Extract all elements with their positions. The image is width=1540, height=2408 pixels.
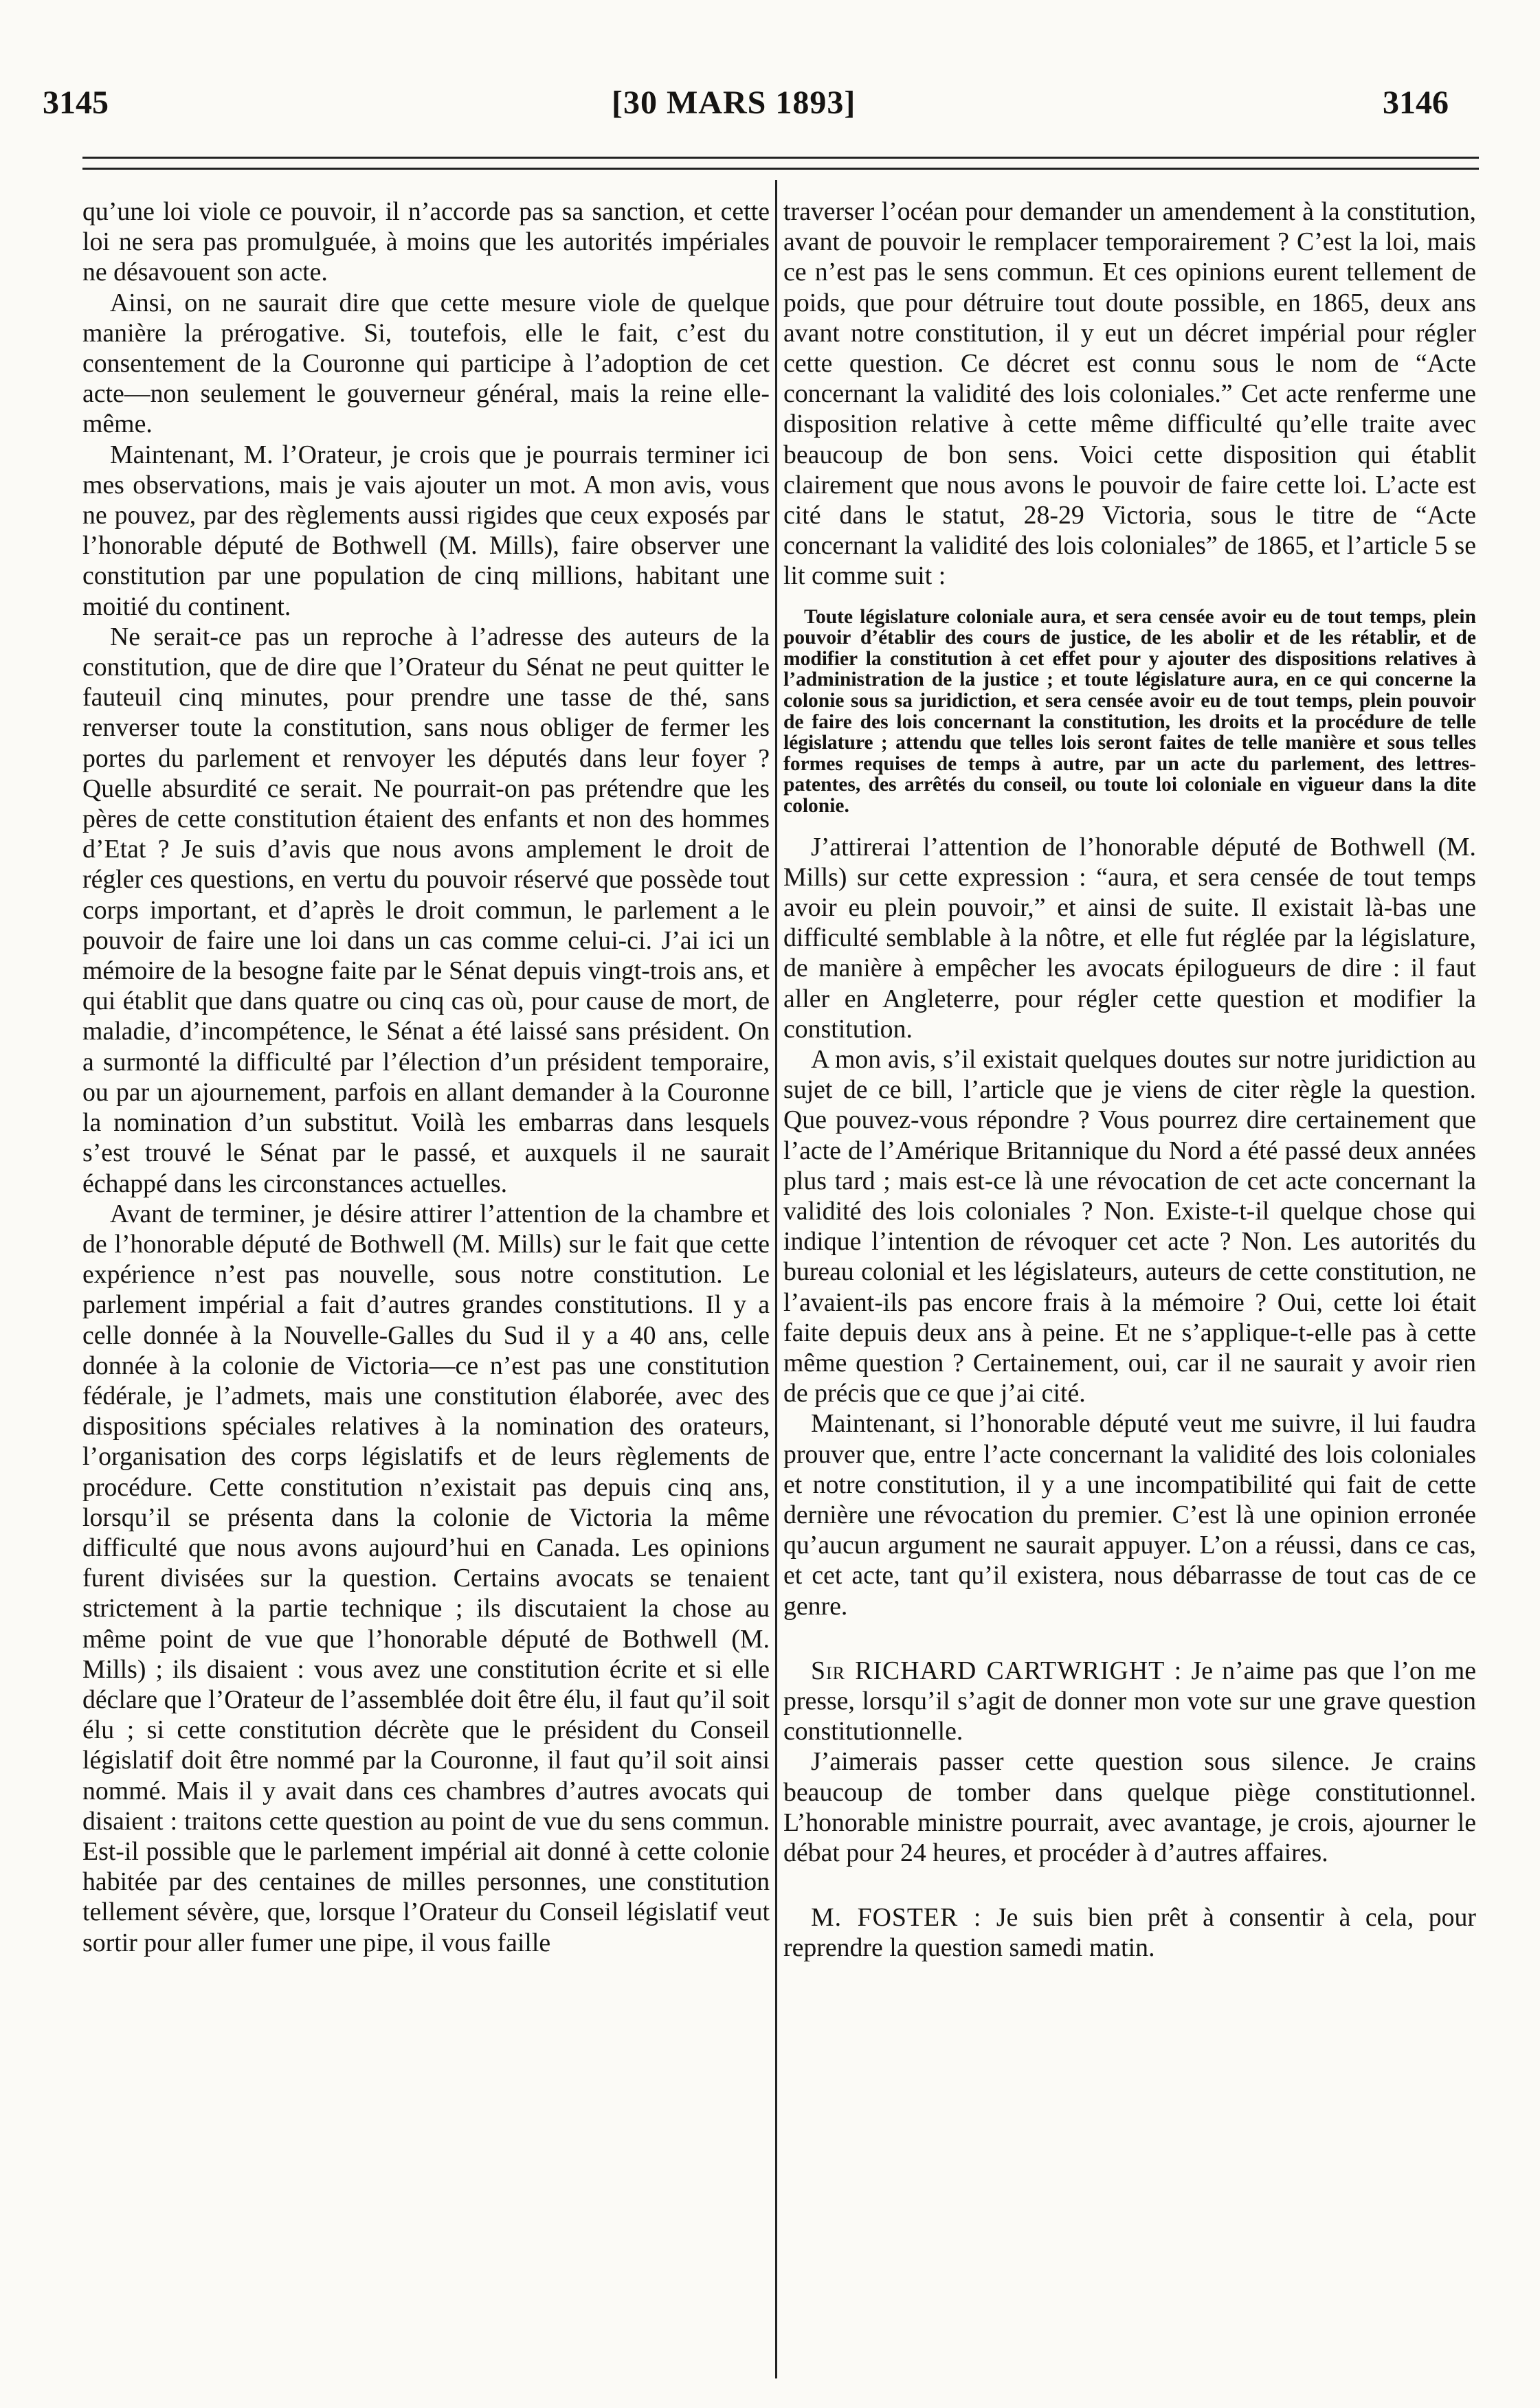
page-number-right: 3146 [1383, 85, 1449, 121]
paragraph: qu’une loi viole ce pouvoir, il n’accorde pas sa sanction, et cette loi ne sera pas promulguée, à moins que les autorités impériales ne désavouent son acte. [82, 197, 770, 287]
statute-quote: Toute législature coloniale aura, et sera censée avoir eu de tout temps, plein pouvoir d’établir des cours de justice, de les abolir et de les rétablir, et de modifier la constitution à cet effet pour y ajouter des dispositions relatives à l’administration de la justice ; et toute législature aura, en ce qui concerne la colonie sous sa juridiction, et sera censée avoir eu de tout temps, plein pouvoir de faire des lois concernant la constitution, les droits et la procédure de telle législature ; attendu que telles lois seront faites de telle manière et sous telles formes requises de temps à autre, par un acte du parlement, des lettres-patentes, des arrêtés du conseil, ou toute loi coloniale en vigueur dans la dite colonie. [783, 605, 1476, 817]
right-column [783, 196, 1476, 1963]
paragraph: traverser l’océan pour demander un amendement à la constitution, avant de pouvoir le remplacer temporairement ? C’est la loi, mais ce n’est pas le sens commun. Et ces opinions eurent tellement de poids, que pour détruire tout doute possible, en 1865, deux ans avant notre constitution, il y eut un décret impérial pour régler cette question. Ce décret est connu sous le nom de “Acte concernant la validité des lois coloniales.” Cet acte renferme une disposition relative à cette même difficulté qu’elle traite avec beaucoup de bon sens. Voici cette disposition qui établit clairement que nous avons le pouvoir de faire cette loi. L’acte est cité dans le statut, 28-29 Victoria, sous le titre de “Acte concernant la validité des lois coloniales” de 1865, et l’article 5 se lit comme suit : [783, 197, 1476, 591]
column-divider [775, 180, 777, 2378]
paragraph: Ainsi, on ne saurait dire que cette mesure viole de quelque manière la prérogative. Si, toutefois, elle le fait, c’est du consentement de la Couronne qui participe à l’adoption de cet acte—non seulement le gouverneur général, mais la reine elle-même. [82, 288, 770, 439]
page-number-left: 3145 [43, 85, 109, 121]
left-column [82, 196, 770, 1958]
speech-foster [783, 1902, 1476, 1963]
paragraph: J’attirerai l’attention de l’honorable député de Bothwell (M. Mills) sur cette expression : “aura, et sera censée de tout temps avoir eu plein pouvoir,” et ainsi de suite. Il existait là-bas une difficulté semblable à la nôtre, et elle fut réglée par la législature, de manière à empêcher les avocats épilogueurs de dire : il faut aller en Angleterre, pour régler cette question et modifier la constitution. [783, 832, 1476, 1044]
paragraph: Maintenant, si l’honorable député veut me suivre, il lui faudra prouver que, entre l’acte concernant la validité des lois coloniales et notre constitution, il y a une incompatibilité qui fait de cette dernière une révocation du premier. C’est là une opinion erronée qu’aucun argument ne saurait appuyer. L’on a réussi, dans ce cas, et cet acte, tant qu’il existera, nous débarrasse de tout cas de ce genre. [783, 1409, 1476, 1621]
speech-cartwright [783, 1656, 1476, 1747]
paragraph: Maintenant, M. l’Orateur, je crois que je pourrais terminer ici mes observations, mais je vais ajouter un mot. A mon avis, vous ne pouvez, par des règlements aussi rigides que ceux exposés par l’honorable député de Bothwell (M. Mills), faire observer une constitution par une population de cinq millions, habitant une moitié du continent. [82, 440, 770, 621]
paragraph: J’aimerais passer cette question sous silence. Je crains beaucoup de tomber dans quelque piège constitutionnel. L’honorable ministre pourrait, avec avantage, je crois, ajourner le débat pour 24 heures, et procéder à d’autres affaires. [783, 1747, 1476, 1868]
paragraph: Avant de terminer, je désire attirer l’attention de la chambre et de l’honorable député de Bothwell (M. Mills) sur le fait que cette expérience n’est pas nouvelle, sous notre constitution. Le parlement impérial a fait d’autres grandes constitutions. Il y a celle donnée à la Nouvelle-Galles du Sud il y a 40 ans, celle donnée à la colonie de Victoria—ce n’est pas une constitution fédérale, je l’admets, mais une constitution élaborée, avec des dispositions spéciales relatives à la nomination des orateurs, l’organisation des corps législatifs et de leurs règlements de procédure. Cette constitution n’existait pas depuis cinq ans, lorsqu’il se présenta dans la colonie de Victoria la même difficulté que nous avons aujourd’hui en Canada. Les opinions furent divisées sur la question. Certains avocats se tenaient strictement à la partie technique ; ils discutaient la chose au même point de vue que l’honorable député de Bothwell (M. Mills) ; ils disaient : vous avez une constitution écrite et si elle déclare que l’Orateur de l’assemblée doit être élu, il faut qu’il soit élu ; si cette constitution décrète que le président du Conseil législatif doit être nommé par la Couronne, il faut qu’il soit ainsi nommé. Mais il y avait dans ces chambres d’autres avocats qui disaient : traitons cette question au point de vue du sens commun. Est-il possible que le parlement impérial ait donné à cette colonie habitée par des centaines de milles personnes, une constitution tellement sévère, que, lorsque l’Orateur du Conseil législatif veut sortir pour aller fumer une pipe, il vous faille [82, 1199, 770, 1957]
header-rule-top [82, 157, 1479, 159]
speech-text: Je n’aime pas que l’on me presse, lorsqu’il s’agit de donner mon vote sur une grave question constitutionnelle. [783, 1656, 1476, 1746]
speaker-name: M. FOSTER : [811, 1903, 982, 1933]
paragraph: Ne serait-ce pas un reproche à l’adresse des auteurs de la constitution, que de dire que l’Orateur du Sénat ne peut quitter le fauteuil cinq minutes, pour prendre une tasse de thé, sans renverser toute la constitution, sans nous obliger de fermer les portes du parlement et renvoyer les députés dans leur foyer ? Quelle absurdité ce serait. Ne pourrait-on pas prétendre que les pères de cette constitution étaient des enfants et non des hommes d’Etat ? Je suis d’avis que nous avons amplement le droit de régler ces questions, en vertu du pouvoir réservé que possède tout corps important, et d’après le droit commun, le parlement a le pouvoir de faire une loi dans un cas comme celui-ci. J’ai ici un mémoire de la besogne faite par le Sénat depuis vingt-trois ans, et qui établit que dans quatre ou cinq cas où, pour cause de mort, de maladie, d’incompétence, le Sénat a été laissé sans président. On a surmonté la difficulté par l’élection d’un président temporaire, ou par un ajournement, parfois en allant demander à la Couronne la nomination d’un substitut. Voilà les embarras dans lesquels s’est trouvé le Sénat par le passé, et auxquels il ne saurait échappé dans les circonstances actuelles. [82, 622, 770, 1198]
header-rule-bottom [82, 168, 1479, 170]
speaker-name: Sir RICHARD CARTWRIGHT : [811, 1656, 1183, 1685]
paragraph: A mon avis, s’il existait quelques doutes sur notre juridiction au sujet de ce bill, l’article que je viens de citer règle la question. Que pouvez-vous répondre ? Vous pourrez dire certainement que l’acte de l’Amérique Britannique du Nord a été passé deux années plus tard ; mais est-ce là une révocation de cet acte concernant la validité des lois coloniales ? Non. Existe-t-il quelque chose qui indique l’intention de révoquer cet acte ? Non. Les autorités du bureau colonial et les législateurs, auteurs de cette constitution, ne l’avaient-ils pas encore frais à la mémoire ? Oui, cette loi était faite depuis deux ans à peine. Et ne s’applique-t-elle pas à cette même question ? Certainement, oui, car il ne saurait y avoir rien de précis que ce que j’ai cité. [783, 1045, 1476, 1408]
page-date: [30 MARS 1893] [612, 85, 856, 121]
speech-text: Je suis bien prêt à consentir à cela, pour reprendre la question samedi matin. [783, 1903, 1476, 1963]
